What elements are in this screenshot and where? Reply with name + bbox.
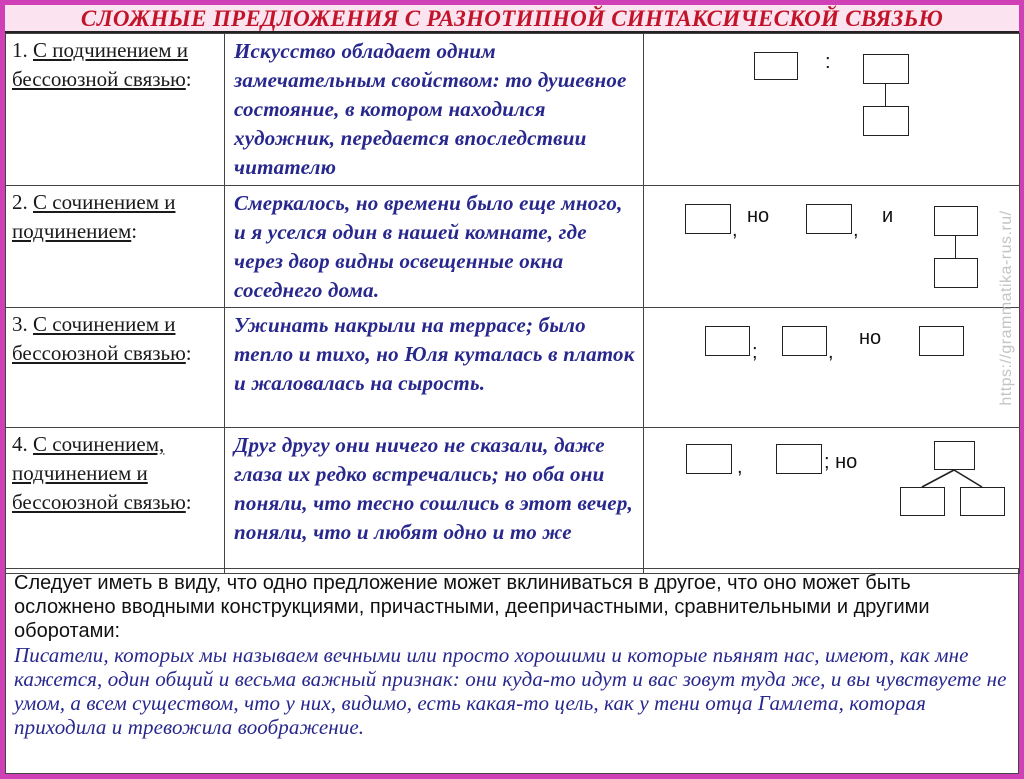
row-2-scheme: [644, 186, 1020, 308]
rules-table: [5, 33, 1020, 574]
scheme-2-comma-1: ,: [732, 219, 738, 241]
row-2-number: 2.: [12, 190, 28, 214]
row-2-example: Смеркалось, но времени было еще много, и я уселся один в нашей комнате, где через двор видны освещенные окна соседнего дома.: [225, 186, 644, 308]
row-1-type-cell: [6, 34, 225, 186]
scheme-2-conj-no: но: [747, 205, 770, 227]
row-3-suffix: :: [185, 341, 192, 365]
note-example: Писатели, которых мы называем вечными или просто хорошими и которые пьянят нас, имеют, как мне кажется, один общий и весьма важный признак: они куда-то идут и вас зовут туда же, и вы чувствуете не умом, а всем существом, что у них, видимо, есть какая-то цель, как у тени отца Гамлета, которая приходила и тревожила воображение.: [14, 643, 1007, 740]
scheme-3-semicolon: ;: [752, 341, 758, 363]
scheme-3-box-2: [782, 326, 827, 356]
row-4-suffix: :: [185, 490, 192, 514]
table-row-4: [6, 428, 1020, 574]
row-4-scheme: [644, 428, 1020, 574]
scheme-4-comma: ,: [737, 456, 743, 478]
row-1-suffix: :: [185, 67, 192, 91]
scheme-3-box-3: [919, 326, 964, 356]
scheme-4-box-bottom-left: [900, 487, 945, 516]
watermark: [997, 185, 1017, 430]
scheme-2-box-2: [806, 204, 852, 234]
scheme-2-comma-2: ,: [853, 219, 859, 241]
row-2-type-cell: [6, 186, 225, 308]
scheme-3-conj-no: но: [859, 327, 882, 349]
scheme-1-link: [885, 84, 886, 106]
row-4-type: С сочинением, подчинением и бессоюзной связью: [12, 432, 186, 514]
scheme-2-box-1: [685, 204, 731, 234]
table-row-3: [6, 308, 1020, 428]
scheme-1-box-bottom: [863, 106, 909, 136]
scheme-2-box-bottom: [934, 258, 978, 288]
table-row-1: [6, 34, 1020, 186]
row-1-number: 1.: [12, 38, 28, 62]
page: [5, 5, 1019, 774]
row-1-type: С подчинением и бессоюзной связью: [12, 38, 189, 91]
scheme-1-box-main: [754, 52, 798, 80]
table-row-2: [6, 186, 1020, 308]
scheme-4-box-bottom-right: [960, 487, 1005, 516]
scheme-3-box-1: [705, 326, 750, 356]
scheme-4-semicolon-no: ; но: [824, 451, 858, 473]
scheme-2-conj-i: и: [882, 205, 894, 227]
scheme-4-box-top: [934, 441, 975, 470]
note-block: [5, 568, 1019, 774]
row-2-suffix: :: [131, 219, 138, 243]
scheme-1-colon: :: [825, 51, 831, 73]
scheme-3-comma: ,: [828, 341, 834, 363]
row-1-example: Искусство обладает одним замечательным свойством: то душевное состояние, в котором находился художник, передается впоследствии читателю: [225, 34, 644, 186]
note-text: Следует иметь в виду, что одно предложение может вклиниваться в другое, что оно может быть осложнено вводными конструкциями, причастными, деепричастными, сравнительными и другими оборотами:: [14, 572, 930, 642]
row-3-type-cell: [6, 308, 225, 428]
page-title: СЛОЖНЫЕ ПРЕДЛОЖЕНИЯ С РАЗНОТИПНОЙ СИНТАКСИЧЕСКОЙ СВЯЗЬЮ: [5, 5, 1019, 33]
scheme-2-link: [955, 236, 956, 258]
row-3-number: 3.: [12, 312, 28, 336]
row-3-scheme: [644, 308, 1020, 428]
row-2-type: С сочинением и подчинением: [12, 190, 176, 243]
watermark-text: https://grammatika-rus.ru/: [998, 209, 1015, 406]
row-3-type: С сочинением и бессоюзной связью: [12, 312, 186, 365]
row-3-example: Ужинать накрыли на террасе; было тепло и тихо, но Юля куталась в платок и жаловалась на сырость.: [225, 308, 644, 428]
row-4-number: 4.: [12, 432, 28, 456]
scheme-1-box-top: [863, 54, 909, 84]
row-1-scheme: [644, 34, 1020, 186]
scheme-2-box-top: [934, 206, 978, 236]
row-4-example: Друг другу они ничего не сказали, даже глаза их редко встречались; но оба они поняли, что тесно сошлись в этот вечер, поняли, что и любят одно и то же: [225, 428, 644, 574]
row-4-type-cell: [6, 428, 225, 574]
